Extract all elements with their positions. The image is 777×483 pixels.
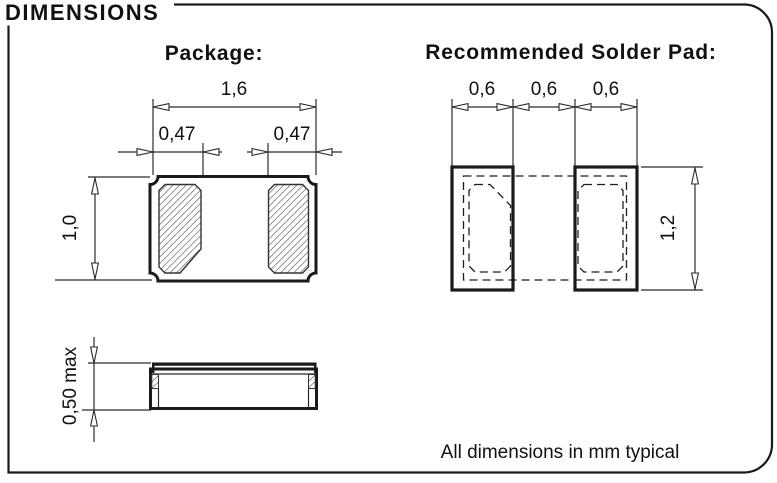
dim-gap-label: 0,6 bbox=[530, 79, 558, 100]
arrowhead bbox=[575, 104, 591, 111]
dim-width-label: 1,6 bbox=[220, 79, 248, 100]
side-view bbox=[60, 337, 317, 442]
dim-height-label: 1,0 bbox=[60, 214, 81, 242]
arrowhead bbox=[252, 149, 268, 156]
package-pad-right bbox=[269, 185, 309, 274]
arrowhead bbox=[497, 104, 513, 111]
arrowhead bbox=[91, 410, 98, 426]
dim-pad-right-label: 0,47 bbox=[273, 124, 311, 145]
arrowhead bbox=[316, 149, 332, 156]
package-heading: Package: bbox=[164, 42, 264, 65]
package-view bbox=[55, 42, 342, 281]
arrowhead bbox=[92, 178, 99, 194]
footer-note: All dimensions in mm typical bbox=[440, 442, 680, 463]
arrowhead bbox=[513, 104, 529, 111]
arrowhead bbox=[452, 104, 468, 111]
arrowhead bbox=[203, 149, 219, 156]
dim-pad1-label: 0,6 bbox=[468, 79, 496, 100]
arrowhead bbox=[692, 273, 699, 289]
figure-title: DIMENSIONS bbox=[5, 0, 160, 25]
dim-thickness-label: 0,50 max bbox=[60, 346, 81, 426]
solder-pad-view bbox=[425, 41, 716, 290]
arrowhead bbox=[692, 168, 699, 184]
arrowhead bbox=[559, 104, 575, 111]
arrowhead bbox=[153, 104, 169, 111]
arrowhead bbox=[137, 149, 153, 156]
arrowhead bbox=[92, 263, 99, 279]
solder-heading: Recommended Solder Pad: bbox=[425, 41, 717, 64]
dim-solder-height-label: 1,2 bbox=[658, 214, 679, 242]
dim-pad-left-label: 0,47 bbox=[158, 124, 196, 145]
dim-pad2-label: 0,6 bbox=[592, 79, 620, 100]
arrowhead bbox=[91, 347, 98, 363]
side-terminal-left bbox=[152, 375, 159, 389]
side-terminal-right bbox=[309, 375, 316, 389]
arrowhead bbox=[300, 104, 316, 111]
side-body bbox=[151, 369, 317, 409]
arrowhead bbox=[621, 104, 637, 111]
